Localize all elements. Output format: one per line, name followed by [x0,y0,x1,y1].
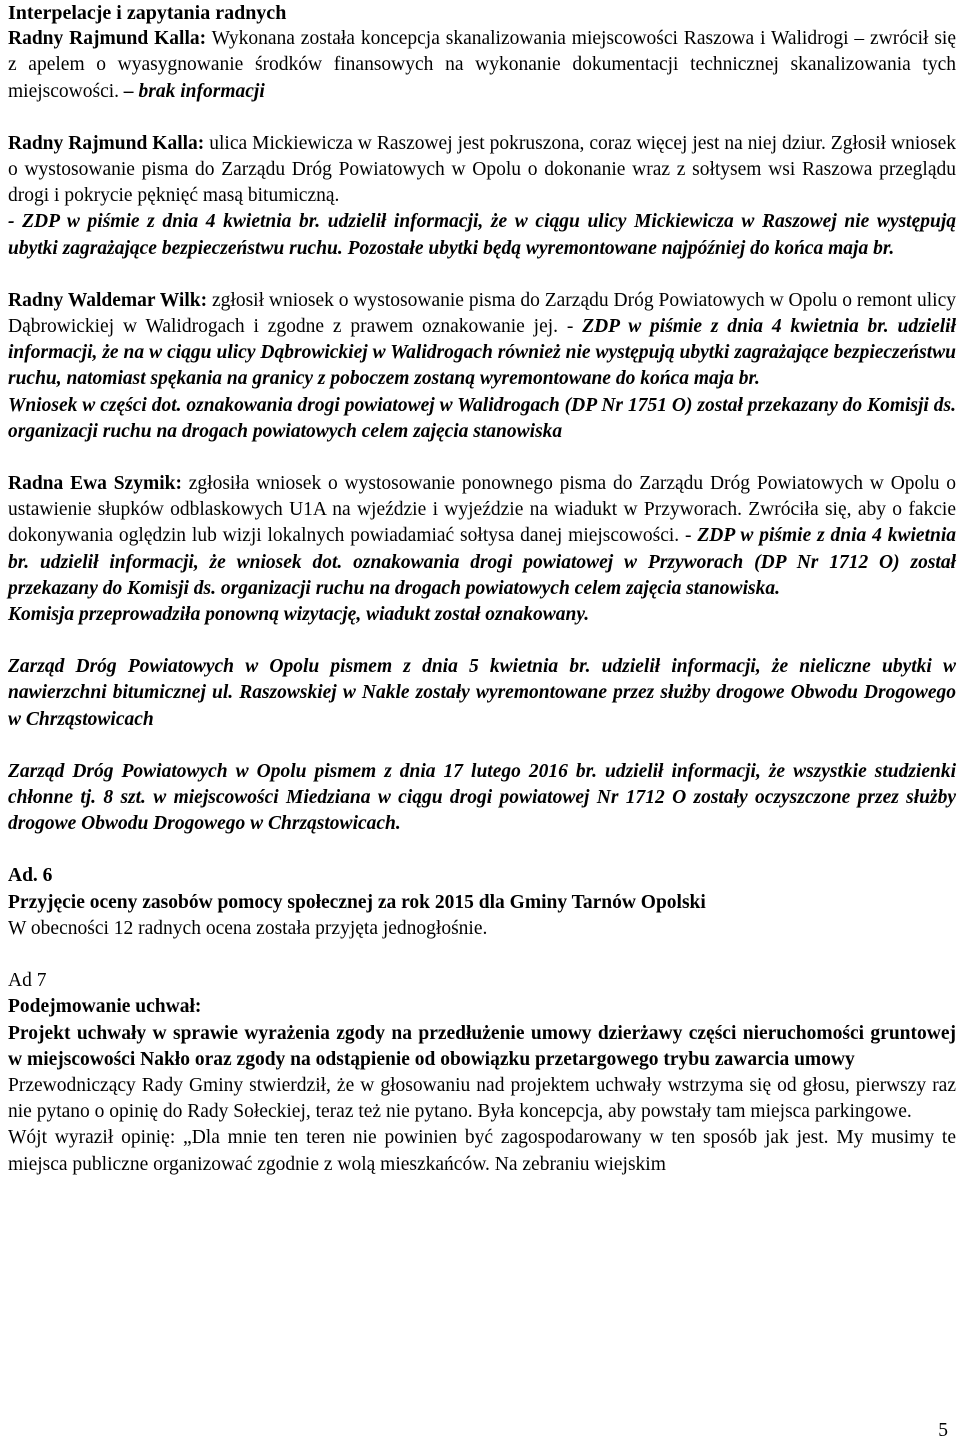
speaker-name: Radny Rajmund Kalla: [8,28,207,50]
ad6-heading: Ad. 6 [8,865,53,887]
answer-text: ZDP w piśmie z dnia 4 kwietnia br. udzielił informacji, że na w ciągu ulicy Dąbrowickiej w Walidrogach również nie występują ubytki zagrażające bezpieczeństwu ruchu, natomiast spękania na granicy z poboczem zostaną wyremontowane do końca maja br. [8,316,956,390]
paragraph-zdp-miedziana: Zarząd Dróg Powiatowych w Opolu pismem z dnia 17 lutego 2016 br. udzielił informacji, że wszystkie studzienki chłonne tj. 8 szt. w miejscowości Miedziana w ciągu drogi powiatowej Nr 1712 O zostały oczyszczone przez służby drogowe Obwodu Drogowego w Chrząstowicach. [8,760,956,835]
speaker-name: Radny Waldemar Wilk: [8,289,208,311]
answer-text: ZDP w piśmie z dnia 4 kwietnia br. udzielił informacji, że wniosek dot. oznakowania drogi powiatowej w Przyworach (DP Nr 1712 O) został przekazany do Komisji ds. organizacji ruchu na drogach powiatowych celem zajęcia stanowiska. [8,525,957,599]
answer-text: Wniosek w części dot. oznakowania drogi powiatowej w Walidrogach (DP Nr 1751 O) został przekazany do Komisji ds. organizacji ruchu na drogach powiatowych celem zajęcia stanowiska [8,394,956,442]
paragraph-wilk [8,288,956,393]
speaker-name: Radny Rajmund Kalla: [8,132,205,154]
section-title: Interpelacje i zapytania radnych [8,2,287,24]
ad7-resolution-title: Projekt uchwały w sprawie wyrażenia zgody na przedłużenie umowy dzierżawy części nieruchomości gruntowej w miejscowości Nakło oraz zgody na odstąpienie od obowiązku przetargowego trybu zawarcia umowy [8,1022,956,1070]
paragraph-text: zgłosił wniosek o wystosowanie pisma do Zarządu Dróg Powiatowych w Opolu o remont ulicy Dąbrowickiej w Walidrogach i zgodne z prawem oznakowanie jej. - [8,289,956,338]
speaker-name: Radna Ewa Szymik: [8,473,182,495]
paragraph-szymik [8,471,956,602]
paragraph-zdp-nakle: Zarząd Dróg Powiatowych w Opolu pismem z dnia 5 kwietnia br. udzielił informacji, że nieliczne ubytki w nawierzchni bitumicznej ul. Raszowskiej w Nakle zostały wyremontowane przez służby drogowe Obwodu Drogowego w Chrząstowicach [8,656,956,730]
paragraph-text: ulica Mickiewicza w Raszowej jest pokruszona, coraz więcej jest na niej dziur. Zgłosił wniosek o wystosowanie pisma do Zarządu Dróg Powiatowych w Opolu o dokonanie wraz z sołtysem wsi Raszowa przeglądu drogi i pokrycie pęknięć masą bitumiczną. [8,132,956,207]
page-number: 5 [938,1420,948,1441]
answer-text: Komisja przeprowadziła ponowną wizytację, wiadukt został oznakowany. [8,604,590,626]
ad7-text-mayor: Wójt wyraził opinię: „Dla mnie ten teren nie powinien być zagospodarowany w ten sposób jak jest. My musimy te miejsca publiczne organizować zgodnie z wolą mieszkańców. Na zebraniu wiejskim [8,1127,956,1175]
document-page [8,0,956,1178]
ad7-heading: Ad 7 [8,970,47,992]
paragraph-text: Wykonana została koncepcja skanalizowania miejscowości Raszowa i Walidrogi – zwrócił się z apelem o wyasygnowanie środków finansowych na wykonanie dokumentacji technicznej skanalizowania tych miejscowości. [8,28,956,102]
paragraph-text: zgłosiła wniosek o wystosowanie ponownego pisma do Zarządu Dróg Powiatowych w Opolu o ustawienie słupków odblaskowych U1A na wjeździe i wyjeździe na wiadukt w Przyworach. Zwróciła się, aby o fakcie dokonywania oględzin lub wizji lokalnych powiadamiać sołtysa danej miejscowości. - [8,473,956,547]
paragraph-kalla-mickiewicza [8,131,956,210]
ad7-text-chairman: Przewodniczący Rady Gminy stwierdził, że w głosowaniu nad projektem uchwały wstrzyma się od głosu, pierwszy raz nie pytano o opinię do Rady Sołeckiej, teraz też nie pytano. Była koncepcja, aby powstały tam miejsca parkingowe. [8,1074,956,1123]
ad6-text: W obecności 12 radnych ocena została przyjęta jednogłośnie. [8,917,488,939]
ad7-subheading: Podejmowanie uchwał: [8,996,202,1018]
answer-text: – brak informacji [123,80,265,102]
answer-text: - ZDP w piśmie z dnia 4 kwietnia br. udzielił informacji, że w ciągu ulicy Mickiewicza w Raszowej nie występują ubytki zagrażające bezpieczeństwu ruchu. Pozostałe ubytki będą wyremontowane najpóźniej do końca maja br. [8,211,956,259]
paragraph-kalla-sewage [8,26,956,105]
ad6-title: Przyjęcie oceny zasobów pomocy społecznej za rok 2015 dla Gminy Tarnów Opolski [8,891,706,913]
